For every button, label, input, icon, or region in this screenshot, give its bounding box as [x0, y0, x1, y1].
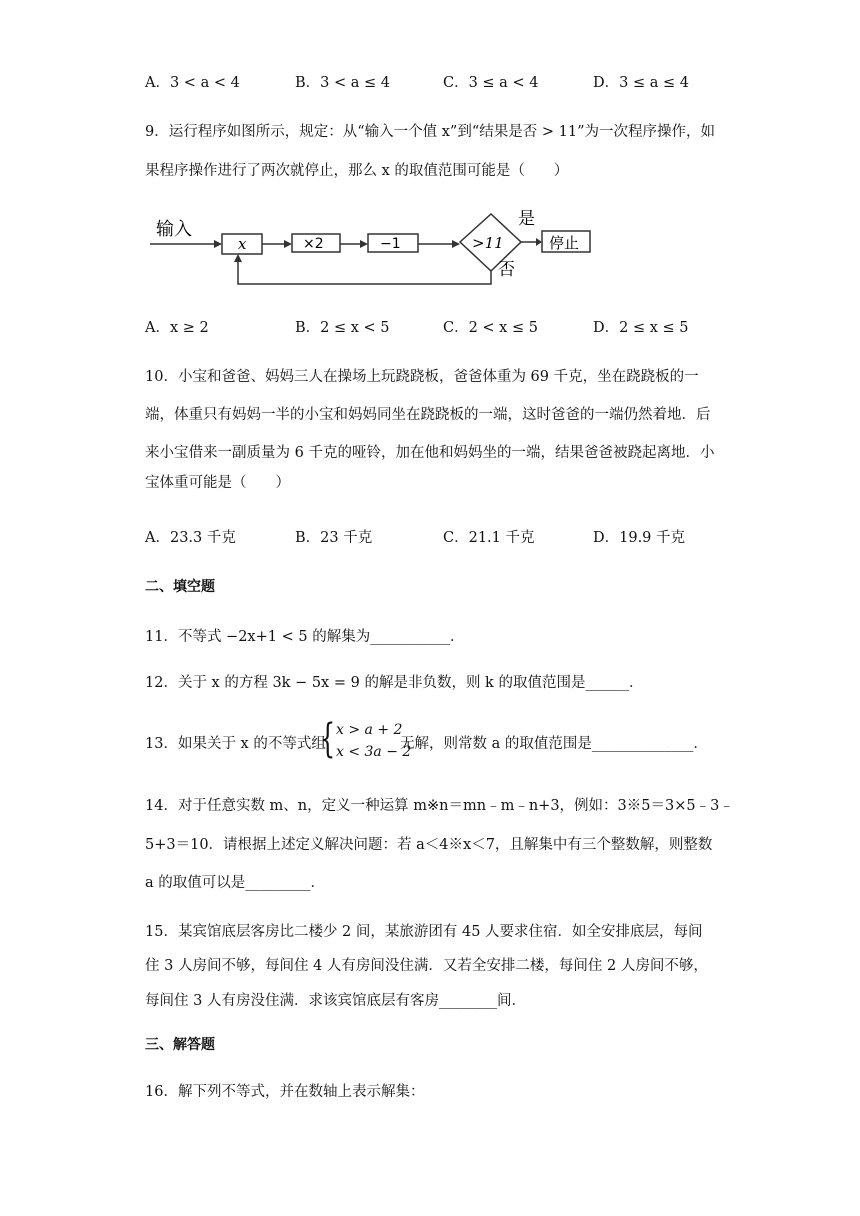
q9-option-a[interactable]: A．x ≥ 2 — [145, 320, 209, 336]
flow-arrowhead — [234, 254, 242, 262]
flow-arrowhead — [214, 240, 222, 248]
q10-text-line3: 来小宝借来一副质量为 6 千克的哑铃，加在他和妈妈坐的一端，结果爸爸被跷起离地．小 — [145, 445, 715, 461]
flow-box-x-label: x — [238, 235, 247, 253]
q9-text-line2: 果程序操作进行了两次就停止，那么 x 的取值范围可能是（ ） — [145, 163, 569, 179]
q10-options — [145, 528, 745, 548]
q12-text: 12．关于 x 的方程 3k − 5x = 9 的解是非负数，则 k 的取值范围是______． — [145, 675, 644, 691]
q15-text-line2: 住 3 人房间不够，每间住 4 人有房间没住满．又若全安排二楼，每间住 2 人房间不够， — [145, 958, 708, 974]
flow-arrowhead — [360, 240, 368, 248]
flow-no-label: 否 — [498, 260, 515, 280]
q10-option-b[interactable]: B．23 千克 — [295, 530, 373, 546]
flow-box-mul-label: ×2 — [303, 236, 324, 252]
q9-flowchart — [140, 205, 630, 295]
section-fill-in-heading: 二、填空题 — [145, 579, 215, 595]
q11-text: 11．不等式 −2x+1 < 5 的解集为___________． — [145, 629, 465, 645]
q8-option-d[interactable]: D．3 ≤ a ≤ 4 — [593, 75, 689, 91]
q10-option-d[interactable]: D．19.9 千克 — [593, 530, 686, 546]
q14-text-line3: a 的取值可以是_________． — [145, 875, 326, 891]
flow-input-label: 输入 — [156, 219, 192, 240]
q10-option-c[interactable]: C．21.1 千克 — [443, 530, 535, 546]
q14-text-line1: 14．对于任意实数 m、n，定义一种运算 m※n＝mn﹣m﹣n+3，例如：3※5＝3×5﹣3﹣ — [145, 798, 734, 814]
q9-option-d[interactable]: D．2 ≤ x ≤ 5 — [593, 320, 689, 336]
flow-arrowhead — [284, 240, 292, 248]
q9-options — [145, 318, 745, 338]
q16-text: 16．解下列不等式，并在数轴上表示解集： — [145, 1084, 425, 1100]
q13-inequality-system — [320, 716, 412, 765]
flow-box-sub-label: −1 — [380, 236, 401, 252]
q14-text-line2: 5+3＝10．请根据上述定义解决问题：若 a＜4※x＜7，且解集中有三个整数解，则整数 — [145, 837, 713, 853]
q9-text-line1: 9．运行程序如图所示，规定：从“输入一个值 x”到“结果是否 > 11”为一次程序操作，如 — [145, 124, 715, 140]
flow-arrowhead — [452, 240, 460, 248]
q13-system-line1: x > a + 2 — [336, 722, 403, 738]
section-answer-heading: 三、解答题 — [145, 1037, 215, 1053]
q9-option-c[interactable]: C．2 < x ≤ 5 — [443, 320, 538, 336]
q8-option-c[interactable]: C．3 ≤ a < 4 — [443, 75, 539, 91]
flow-diamond-label: >11 — [472, 234, 504, 252]
q13-system-line2: x < 3a − 2 — [336, 744, 412, 760]
flow-arrowhead — [536, 238, 542, 246]
q15-text-line3: 每间住 3 人有房没住满．求该宾馆底层有客房________间． — [145, 993, 526, 1009]
q10-option-a[interactable]: A．23.3 千克 — [145, 530, 236, 546]
q10-text-line1: 10．小宝和爸爸、妈妈三人在操场上玩跷跷板，爸爸体重为 69 千克，坐在跷跷板的一 — [145, 369, 699, 385]
q8-option-b[interactable]: B．3 < a ≤ 4 — [295, 75, 390, 91]
q10-text-line4: 宝体重可能是（ ） — [145, 475, 290, 491]
q8-option-a[interactable]: A．3 < a < 4 — [145, 75, 240, 91]
q8-options — [145, 73, 745, 93]
q13-suffix: 无解，则常数 a 的取值范围是______________． — [400, 736, 708, 752]
flow-yes-label: 是 — [518, 209, 535, 229]
q13-brace: { — [320, 716, 336, 762]
q9-option-b[interactable]: B．2 ≤ x < 5 — [295, 320, 390, 336]
flow-loop-back — [238, 262, 491, 284]
flow-stop-label: 停止 — [549, 234, 580, 252]
q10-text-line2: 端，体重只有妈妈一半的小宝和妈妈同坐在跷跷板的一端，这时爸爸的一端仍然着地．后 — [145, 407, 711, 423]
q13-prefix: 13．如果关于 x 的不等式组 — [145, 736, 326, 752]
q15-text-line1: 15．某宾馆底层客房比二楼少 2 间，某旅游团有 45 人要求住宿．如全安排底层，每间 — [145, 924, 703, 940]
